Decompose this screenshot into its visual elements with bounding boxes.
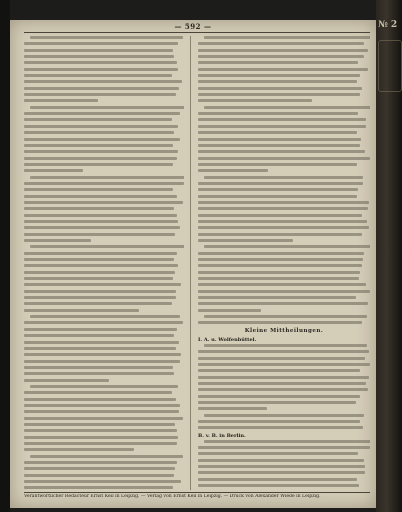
- text-line: [24, 474, 174, 477]
- right-column: [198, 36, 370, 490]
- text-line: [24, 201, 183, 204]
- text-line: [24, 283, 181, 286]
- text-line: [198, 283, 366, 286]
- text-line: [198, 68, 368, 71]
- text-line: [24, 290, 176, 293]
- text-line: [204, 106, 370, 109]
- text-line: [30, 455, 183, 458]
- text-line: [198, 118, 366, 121]
- text-line: [24, 391, 172, 394]
- text-line: [24, 55, 174, 58]
- text-line: [198, 239, 293, 242]
- text-line: [24, 233, 175, 236]
- text-line: [198, 363, 370, 366]
- entry-heading: I. A. u. Wolfenbüttel.: [198, 336, 257, 343]
- text-line: [198, 163, 357, 166]
- text-line: [24, 182, 184, 185]
- text-line: [24, 366, 173, 369]
- text-line: [24, 207, 174, 210]
- text-line: [198, 478, 357, 481]
- text-line: [198, 131, 357, 134]
- text-line: [24, 118, 172, 121]
- text-line: [24, 334, 174, 337]
- right-column-text-mid: [198, 344, 370, 429]
- text-line: [198, 61, 358, 64]
- page-header: [10, 22, 376, 32]
- text-line: [198, 125, 366, 128]
- text-line: [198, 214, 362, 217]
- text-line: [198, 357, 365, 360]
- text-line: [198, 471, 365, 474]
- text-line: [198, 74, 360, 77]
- text-line: [204, 245, 370, 248]
- text-line: [24, 341, 179, 344]
- text-line: [198, 226, 369, 229]
- header-rule: [24, 32, 370, 33]
- text-line: [24, 49, 173, 52]
- text-line: [198, 157, 370, 160]
- text-line: [24, 220, 178, 223]
- text-line: [24, 417, 183, 420]
- text-line: [198, 350, 369, 353]
- text-line: [24, 404, 180, 407]
- text-line: [198, 401, 356, 404]
- text-line: [24, 93, 176, 96]
- text-line: [24, 347, 176, 350]
- text-line: [24, 80, 182, 83]
- text-line: [24, 150, 178, 153]
- text-line: [24, 74, 172, 77]
- text-line: [30, 315, 180, 318]
- text-line: [24, 429, 177, 432]
- text-line: [198, 277, 359, 280]
- text-line: [24, 480, 181, 483]
- text-line: [24, 214, 177, 217]
- text-line: [24, 442, 177, 445]
- text-line: [198, 87, 362, 90]
- text-line: [24, 277, 173, 280]
- text-line: [198, 382, 366, 385]
- text-line: [198, 252, 364, 255]
- text-line: [24, 138, 180, 141]
- text-line: [204, 315, 367, 318]
- text-line: [24, 239, 91, 242]
- text-line: [24, 188, 173, 191]
- left-column: [24, 36, 184, 490]
- text-line: [198, 484, 359, 487]
- text-line: [24, 423, 175, 426]
- text-line: [198, 388, 368, 391]
- text-line: [24, 87, 179, 90]
- text-line: [24, 448, 134, 451]
- text-line: [24, 99, 98, 102]
- imprint-footer: Verantwortlicher Redacteur Ernst Keil in Leipzig. — Verlag von Ernst Keil in Leipzig. — Druck von Alexander Wiede in Leipzig.: [24, 494, 321, 499]
- text-line: [24, 486, 173, 489]
- section-title: Kleine Mittheilungen.: [244, 327, 324, 334]
- text-line: [204, 344, 367, 347]
- text-line: [30, 106, 184, 109]
- text-line: [24, 169, 83, 172]
- text-line: [24, 226, 180, 229]
- text-line: [24, 195, 177, 198]
- text-line: [24, 271, 175, 274]
- text-line: [198, 446, 370, 449]
- text-line: [198, 138, 361, 141]
- text-line: [198, 407, 267, 410]
- issue-number: № 2: [378, 20, 398, 30]
- text-line: [204, 440, 370, 443]
- text-line: [24, 258, 174, 261]
- text-line: [24, 321, 183, 324]
- text-line: [198, 93, 360, 96]
- text-line: [30, 245, 184, 248]
- text-line: [24, 163, 173, 166]
- text-line: [198, 80, 357, 83]
- text-line: [24, 410, 179, 413]
- column-divider: [190, 36, 191, 490]
- right-column-text-bottom: [198, 440, 370, 487]
- text-line: [24, 131, 174, 134]
- text-line: [198, 258, 363, 261]
- text-line: [198, 99, 312, 102]
- text-line: [198, 144, 360, 147]
- text-line: [204, 36, 370, 39]
- footer-rule: [24, 492, 370, 493]
- text-line: [198, 296, 356, 299]
- text-line: [24, 398, 176, 401]
- text-line: [198, 369, 360, 372]
- text-line: [198, 169, 268, 172]
- text-line: [198, 201, 369, 204]
- text-line: [198, 42, 364, 45]
- text-line: [198, 395, 360, 398]
- text-line: [198, 271, 360, 274]
- text-line: [24, 61, 177, 64]
- text-line: [198, 321, 362, 324]
- text-line: [198, 376, 369, 379]
- text-line: [24, 42, 178, 45]
- text-line: [204, 176, 363, 179]
- text-line: [198, 49, 368, 52]
- text-line: [24, 372, 174, 375]
- text-line: [30, 385, 178, 388]
- text-line: [24, 328, 177, 331]
- text-line: [30, 36, 183, 39]
- text-line: [24, 264, 178, 267]
- decorative-ornament: [378, 40, 402, 92]
- text-line: [198, 264, 362, 267]
- text-line: [24, 252, 177, 255]
- left-column-text: [24, 36, 184, 490]
- text-line: [198, 302, 368, 305]
- text-line: [198, 55, 364, 58]
- text-line: [24, 461, 177, 464]
- text-line: [198, 195, 357, 198]
- text-line: [24, 144, 173, 147]
- page-shadow: [0, 0, 10, 512]
- text-line: [198, 452, 358, 455]
- text-line: [198, 112, 358, 115]
- text-line: [24, 68, 178, 71]
- right-column-text-top: [198, 36, 370, 324]
- text-line: [24, 436, 178, 439]
- text-line: [198, 290, 370, 293]
- text-line: [198, 233, 362, 236]
- text-line: [198, 182, 363, 185]
- text-line: [204, 414, 364, 417]
- text-line: [24, 360, 180, 363]
- entry-heading: B. v. B. in Berlin.: [198, 432, 246, 439]
- page-number: — 592 —: [174, 22, 212, 31]
- text-line: [24, 125, 178, 128]
- magazine-leaf: [10, 20, 376, 508]
- text-line: [24, 112, 180, 115]
- text-line: [24, 353, 181, 356]
- text-line: [198, 207, 368, 210]
- text-line: [30, 176, 184, 179]
- text-line: [198, 220, 367, 223]
- text-line: [24, 467, 175, 470]
- text-line: [198, 426, 363, 429]
- text-line: [198, 465, 365, 468]
- text-line: [24, 296, 176, 299]
- text-line: [24, 302, 172, 305]
- text-line: [198, 309, 261, 312]
- text-line: [198, 459, 364, 462]
- text-line: [24, 157, 177, 160]
- text-line: [198, 420, 360, 423]
- text-line: [24, 309, 139, 312]
- text-line: [198, 150, 365, 153]
- text-line: [198, 188, 358, 191]
- text-line: [24, 379, 109, 382]
